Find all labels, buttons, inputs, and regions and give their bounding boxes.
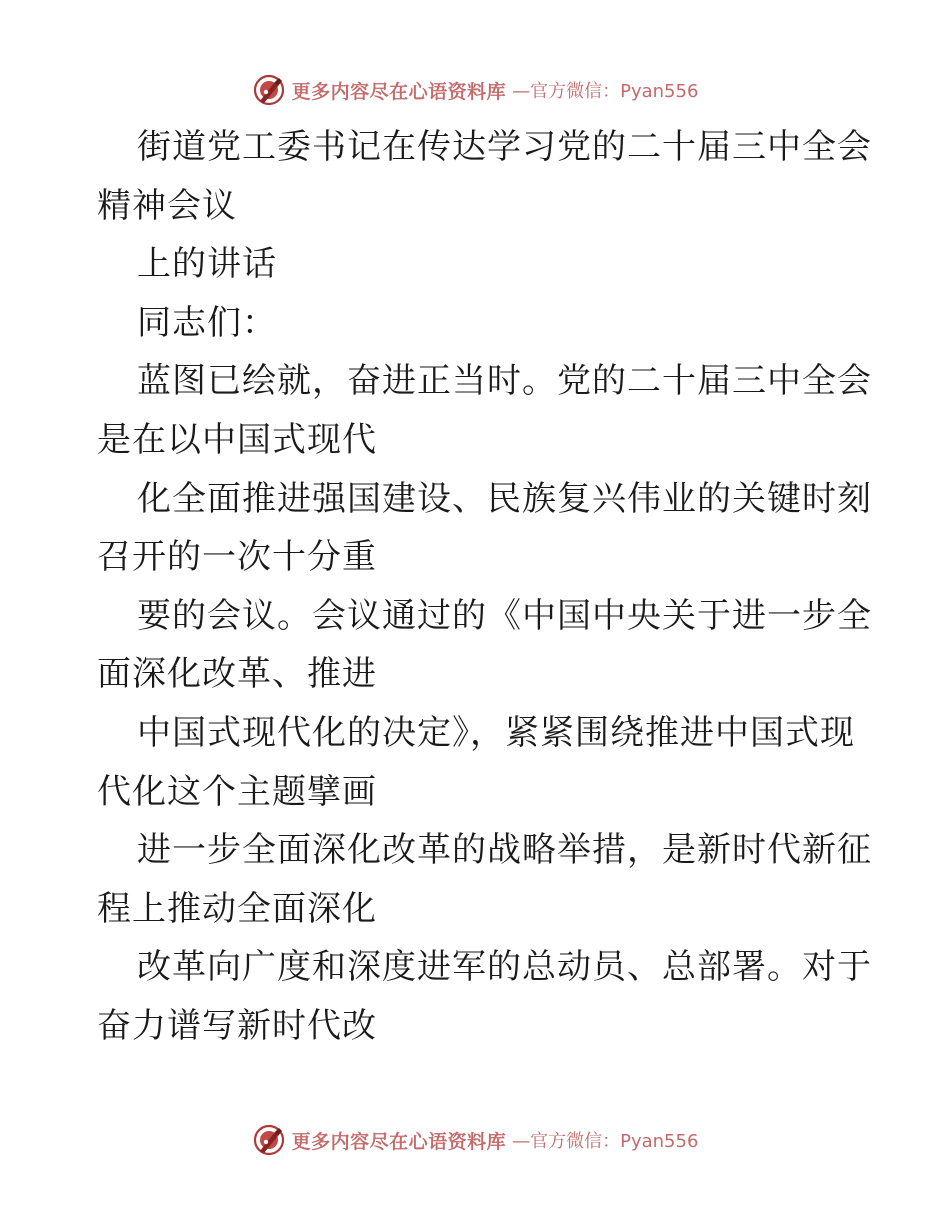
header-wechat-text: —官方微信：Pyan556 — [512, 81, 699, 102]
pen-logo-icon — [252, 73, 286, 107]
paragraph-line: 是在以中国式现代 — [97, 419, 377, 460]
paragraph-line: 面深化改革、推进 — [97, 654, 377, 695]
title-line-2: 精神会议 — [97, 185, 237, 226]
pen-logo-icon — [252, 1123, 286, 1157]
paragraph-line: 代化这个主题擘画 — [97, 771, 377, 812]
document-body — [97, 118, 872, 1056]
footer-banner — [0, 1120, 950, 1160]
salutation: 同志们： — [137, 302, 277, 343]
footer-promo-text: 更多内容尽在心语资料库 — [291, 1130, 507, 1153]
paragraph-line: 奋力谱写新时代改 — [97, 1005, 377, 1046]
title-line-1: 街道党工委书记在传达学习党的二十届三中全会 — [137, 127, 872, 167]
footer-wechat-text: —官方微信：Pyan556 — [512, 1131, 699, 1152]
header-banner — [0, 70, 950, 110]
paragraph-line: 中国式现代化的决定》，紧紧围绕推进中国式现 — [137, 712, 855, 753]
paragraph-line: 改革向广度和深度进军的总动员、总部署。对于 — [137, 947, 872, 988]
paragraph-line: 蓝图已绘就，奋进正当时。党的二十届三中全会 — [137, 361, 872, 402]
paragraph-line: 要的会议。会议通过的《中国中央关于进一步全 — [137, 595, 872, 636]
title-line-3: 上的讲话 — [137, 244, 277, 285]
header-promo-text: 更多内容尽在心语资料库 — [291, 80, 507, 103]
paragraph-line: 召开的一次十分重 — [97, 537, 377, 578]
paragraph-line: 程上推动全面深化 — [97, 888, 377, 929]
paragraph-line: 化全面推进强国建设、民族复兴伟业的关键时刻 — [137, 478, 872, 519]
paragraph-line: 进一步全面深化改革的战略举措，是新时代新征 — [137, 830, 872, 871]
